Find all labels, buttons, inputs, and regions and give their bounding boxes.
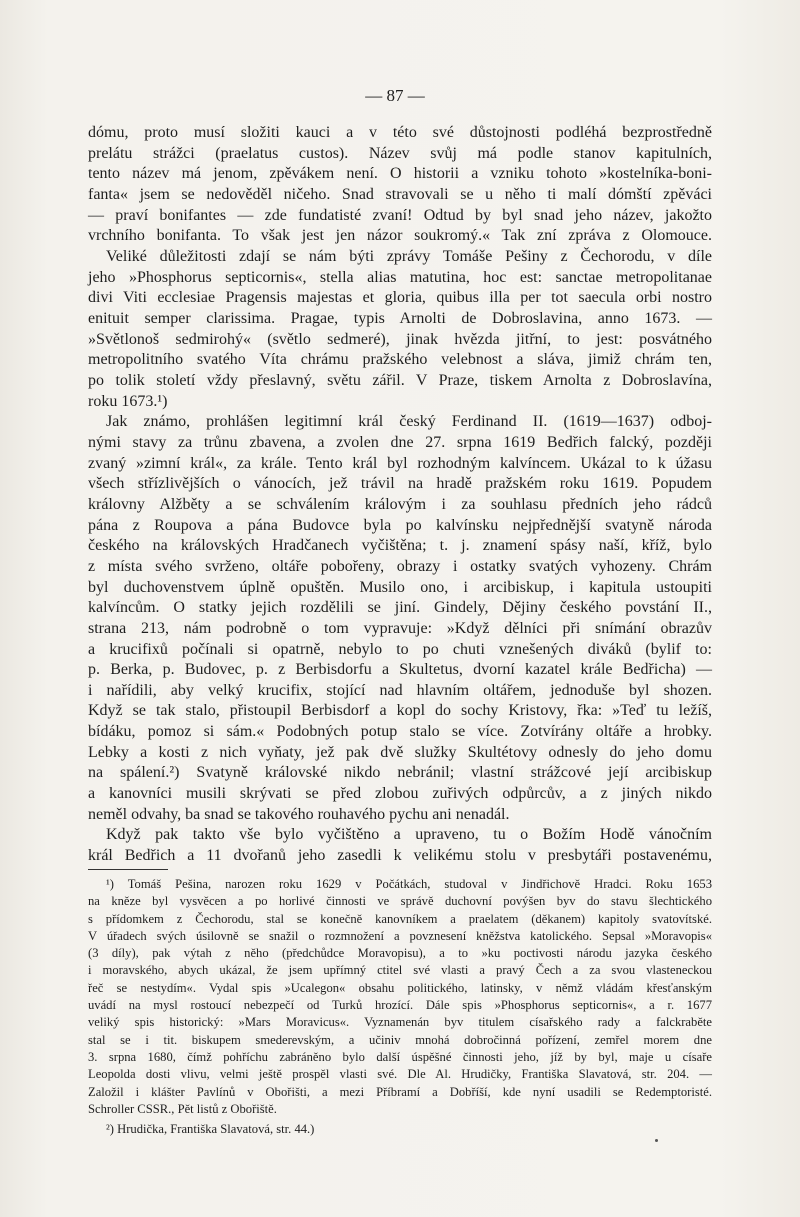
page-number: — 87 — bbox=[365, 86, 425, 105]
footnote-line: stal se i tit. biskupem smederevským, a učiniv mnohá dobročinná pořízení, zemřel morem dne bbox=[88, 1033, 712, 1047]
paragraph-line: enituit semper clarissima. Pragae, typis Arnolti de Dobroslavina, anno 1673. — bbox=[88, 310, 712, 327]
footnote-line: řeč se nestydím«. Vydal spis »Ucalegon« obsahu politického, latinsky, v němž vládám křesťanským bbox=[88, 981, 712, 995]
footnote-line: (3 díly), pak výtah z něho (předchůdce Moravopisu), a to »ku poctivosti národu jazyka českého bbox=[88, 946, 712, 960]
paragraph-line: jeho »Phosphorus septicornis«, stella alias matutina, hoc est: sanctae metropolitanae bbox=[88, 269, 712, 286]
paragraph-line: na spálení.²) Svatyně královské nikdo nebránil; vlastní strážcové její arcibiskup bbox=[88, 764, 712, 781]
paragraph-line: dómu, proto musí složiti kauci a v této své důstojnosti podléhá bezprostředně bbox=[88, 124, 712, 141]
paragraph-line: tento název má jenom, zpěvákem není. O historii a vzniku tohoto »kostelníka-boni- bbox=[88, 165, 712, 182]
footnote-line: V úřadech svých úsilovně se snažil o rozmnožení a povznesení kněžstva katolického. Sepsal »Moravopis« bbox=[88, 929, 712, 943]
paragraph-line: prelátu strážci (praelatus custos). Název svůj má podle stanov kapitulních, bbox=[88, 145, 712, 162]
footnote-line: ¹) Tomáš Pešina, narozen roku 1629 v Počátkách, studoval v Jindřichově Hradci. Roku 1653 bbox=[106, 877, 712, 891]
paragraph-line: Lebky a kosti z nich vyňaty, jež pak dvě služky Skultétovy odnesly do jeho domu bbox=[88, 744, 712, 761]
paragraph-line: fanta« jsem se nedověděl ničeho. Snad stravovali se u něho ti malí dómští zpěváci bbox=[88, 186, 712, 203]
scan-speck bbox=[655, 1139, 658, 1142]
footnote-line: na kněze byl vysvěcen a po horlivé činnosti ve správě duchovní povýšen byv do stavu šlechtického bbox=[88, 894, 712, 908]
paragraph-line: vrchního bonifanta. To však jest jen názor soukromý.« Tak zní zpráva z Olomouce. bbox=[88, 227, 712, 244]
paragraph-line: českého na královských Hradčanech vyčištěna; t. j. znamení spásy naší, kříž, bylo bbox=[88, 537, 712, 554]
footnote-line: s přídomkem z Čechorodu, stal se konečně kanovníkem a praelatem (děkanem) kapitoly svatovítské. bbox=[88, 912, 712, 926]
paragraph-line: i nařídili, aby velký krucifix, stojící nad hlavním oltářem, jednoduše byl shozen. bbox=[88, 682, 712, 699]
footnote-separator bbox=[88, 869, 168, 870]
paragraph-line: — praví bonifantes — zde fundatisté zvaní! Odtud by byl snad jeho název, jakožto bbox=[88, 207, 712, 224]
paragraph-line: strana 213, nám podrobně o tom vypravuje: »Když dělníci při snímání obrazův bbox=[88, 620, 712, 637]
footnote-line: uvádí na mysl rostoucí nebezpečí od Turků hrozící. Dále spis »Phosphorus septicornis«, a r. 1677 bbox=[88, 998, 712, 1012]
paragraph-line: a krucifixů počínali si opatrně, nebylo to po chuti vznešených diváků (bylif to: bbox=[88, 641, 712, 658]
footnote-line: ²) Hrudička, Františka Slavatová, str. 44.) bbox=[106, 1122, 315, 1136]
paragraph-line: roku 1673.¹) bbox=[88, 393, 168, 410]
paragraph-line: metropolitního svatého Víta chrámu pražského velebnost a sláva, jimiž chrám ten, bbox=[88, 351, 712, 368]
paragraph-line: byl duchovenstvem úplně opuštěn. Musilo ono, i arcibiskup, i kapitula ustoupiti bbox=[88, 579, 712, 596]
footnote-line: Založil i klášter Pavlínů v Obořišti, a mezi Příbramí a Dobříší, kde nyní usadili se Redemptoristé. bbox=[88, 1085, 712, 1099]
paragraph-line: zvaný »zimní král«, za krále. Tento král byl rozhodným kalvíncem. Ukázal to k úžasu bbox=[88, 455, 712, 472]
paragraph-line: Když se tak stalo, přistoupil Berbisdorf a kopl do sochy Kristovy, řka: »Teď tu ležíš, bbox=[88, 702, 712, 719]
paragraph-line: »Světlonoš sedmirohý« (světlo sedmeré), jinak hvězda jitřní, to jest: posvátného bbox=[88, 331, 712, 348]
paragraph-line: p. Berka, p. Budovec, p. z Berbisdorfu a Skultetus, dvorní kazatel krále Bedřicha) — bbox=[88, 661, 712, 678]
paragraph-line: pána z Roupova a pána Budovce byla po kalvínsku nejpřednější svatyně národa bbox=[88, 517, 712, 534]
paragraph-line: kalvíncům. O statky jejich rozdělili se jiní. Gindely, Dějiny českého povstání II., bbox=[88, 599, 712, 616]
paragraph-line: bídáku, pomoz si sám.« Podobných potup stalo se více. Zotvírány oltáře a hrobky. bbox=[88, 723, 712, 740]
footnote-line: 3. srpna 1680, čímž pohříchu zabráněno bylo další úspěšné činnosti jeho, jíž by byl, maje u císaře bbox=[88, 1050, 712, 1064]
paragraph-line: Jak známo, prohlášen legitimní král český Ferdinand II. (1619—1637) odboj- bbox=[106, 413, 712, 430]
paragraph-line: Veliké důležitosti zdají se nám býti zprávy Tomáše Pešiny z Čechorodu, v díle bbox=[106, 248, 712, 265]
footnote-line: veliký spis historický: »Mars Moravicus«. Vyznamenán byv titulem císařského rady a falckraběte bbox=[88, 1015, 712, 1029]
footnote-line: i moravského, abych ukázal, že jsem upřímný ctitel své vlasti a pravý Čech a za svou vlasteneckou bbox=[88, 963, 712, 977]
paragraph-line: Když pak takto vše bylo vyčištěno a upraveno, tu o Božím Hodě vánočním bbox=[106, 826, 712, 843]
footnote-line: Leopolda dosti vlivu, velmi ještě prospěl vlasti své. Dle Al. Hrudičky, Františka Slavatová, str. 204. — bbox=[88, 1067, 712, 1081]
paragraph-line: divi Viti ecclesiae Pragensis majestas et gloria, quibus illa per tot saecula orbi nostro bbox=[88, 289, 712, 306]
footnote-line: Schroller CSSR., Pět listů z Obořiště. bbox=[88, 1102, 277, 1116]
paragraph-line: neměl odvahy, ba snad se takového rouhavého pychu ani nenadál. bbox=[88, 806, 510, 823]
paragraph-line: po tolik století vždy přeslavný, světu zářil. V Praze, tiskem Arnolta z Dobroslavína, bbox=[88, 372, 712, 389]
paragraph-line: z místa svého svrženo, oltáře pobořeny, obrazy i ostatky svatých vyhozeny. Chrám bbox=[88, 558, 712, 575]
paragraph-line: a kanovníci musili skrývati se před zlobou zuřivých odpůrcův, a z jiných nikdo bbox=[88, 785, 712, 802]
paragraph-line: královny Alžběty a se schválením královým i za souhlasu předních jeho rádců bbox=[88, 496, 712, 513]
paragraph-line: král Bedřich a 11 dvořanů jeho zasedli k velikému stolu v presbytáři postavenému, bbox=[88, 847, 712, 864]
paragraph-line: všech střízlivějších o vánocích, jež trávil na hradě pražském roku 1619. Popudem bbox=[88, 475, 712, 492]
paragraph-line: nými stavy za trůnu zbavena, a zvolen dne 27. srpna 1619 Bedřich falcký, později bbox=[88, 434, 712, 451]
